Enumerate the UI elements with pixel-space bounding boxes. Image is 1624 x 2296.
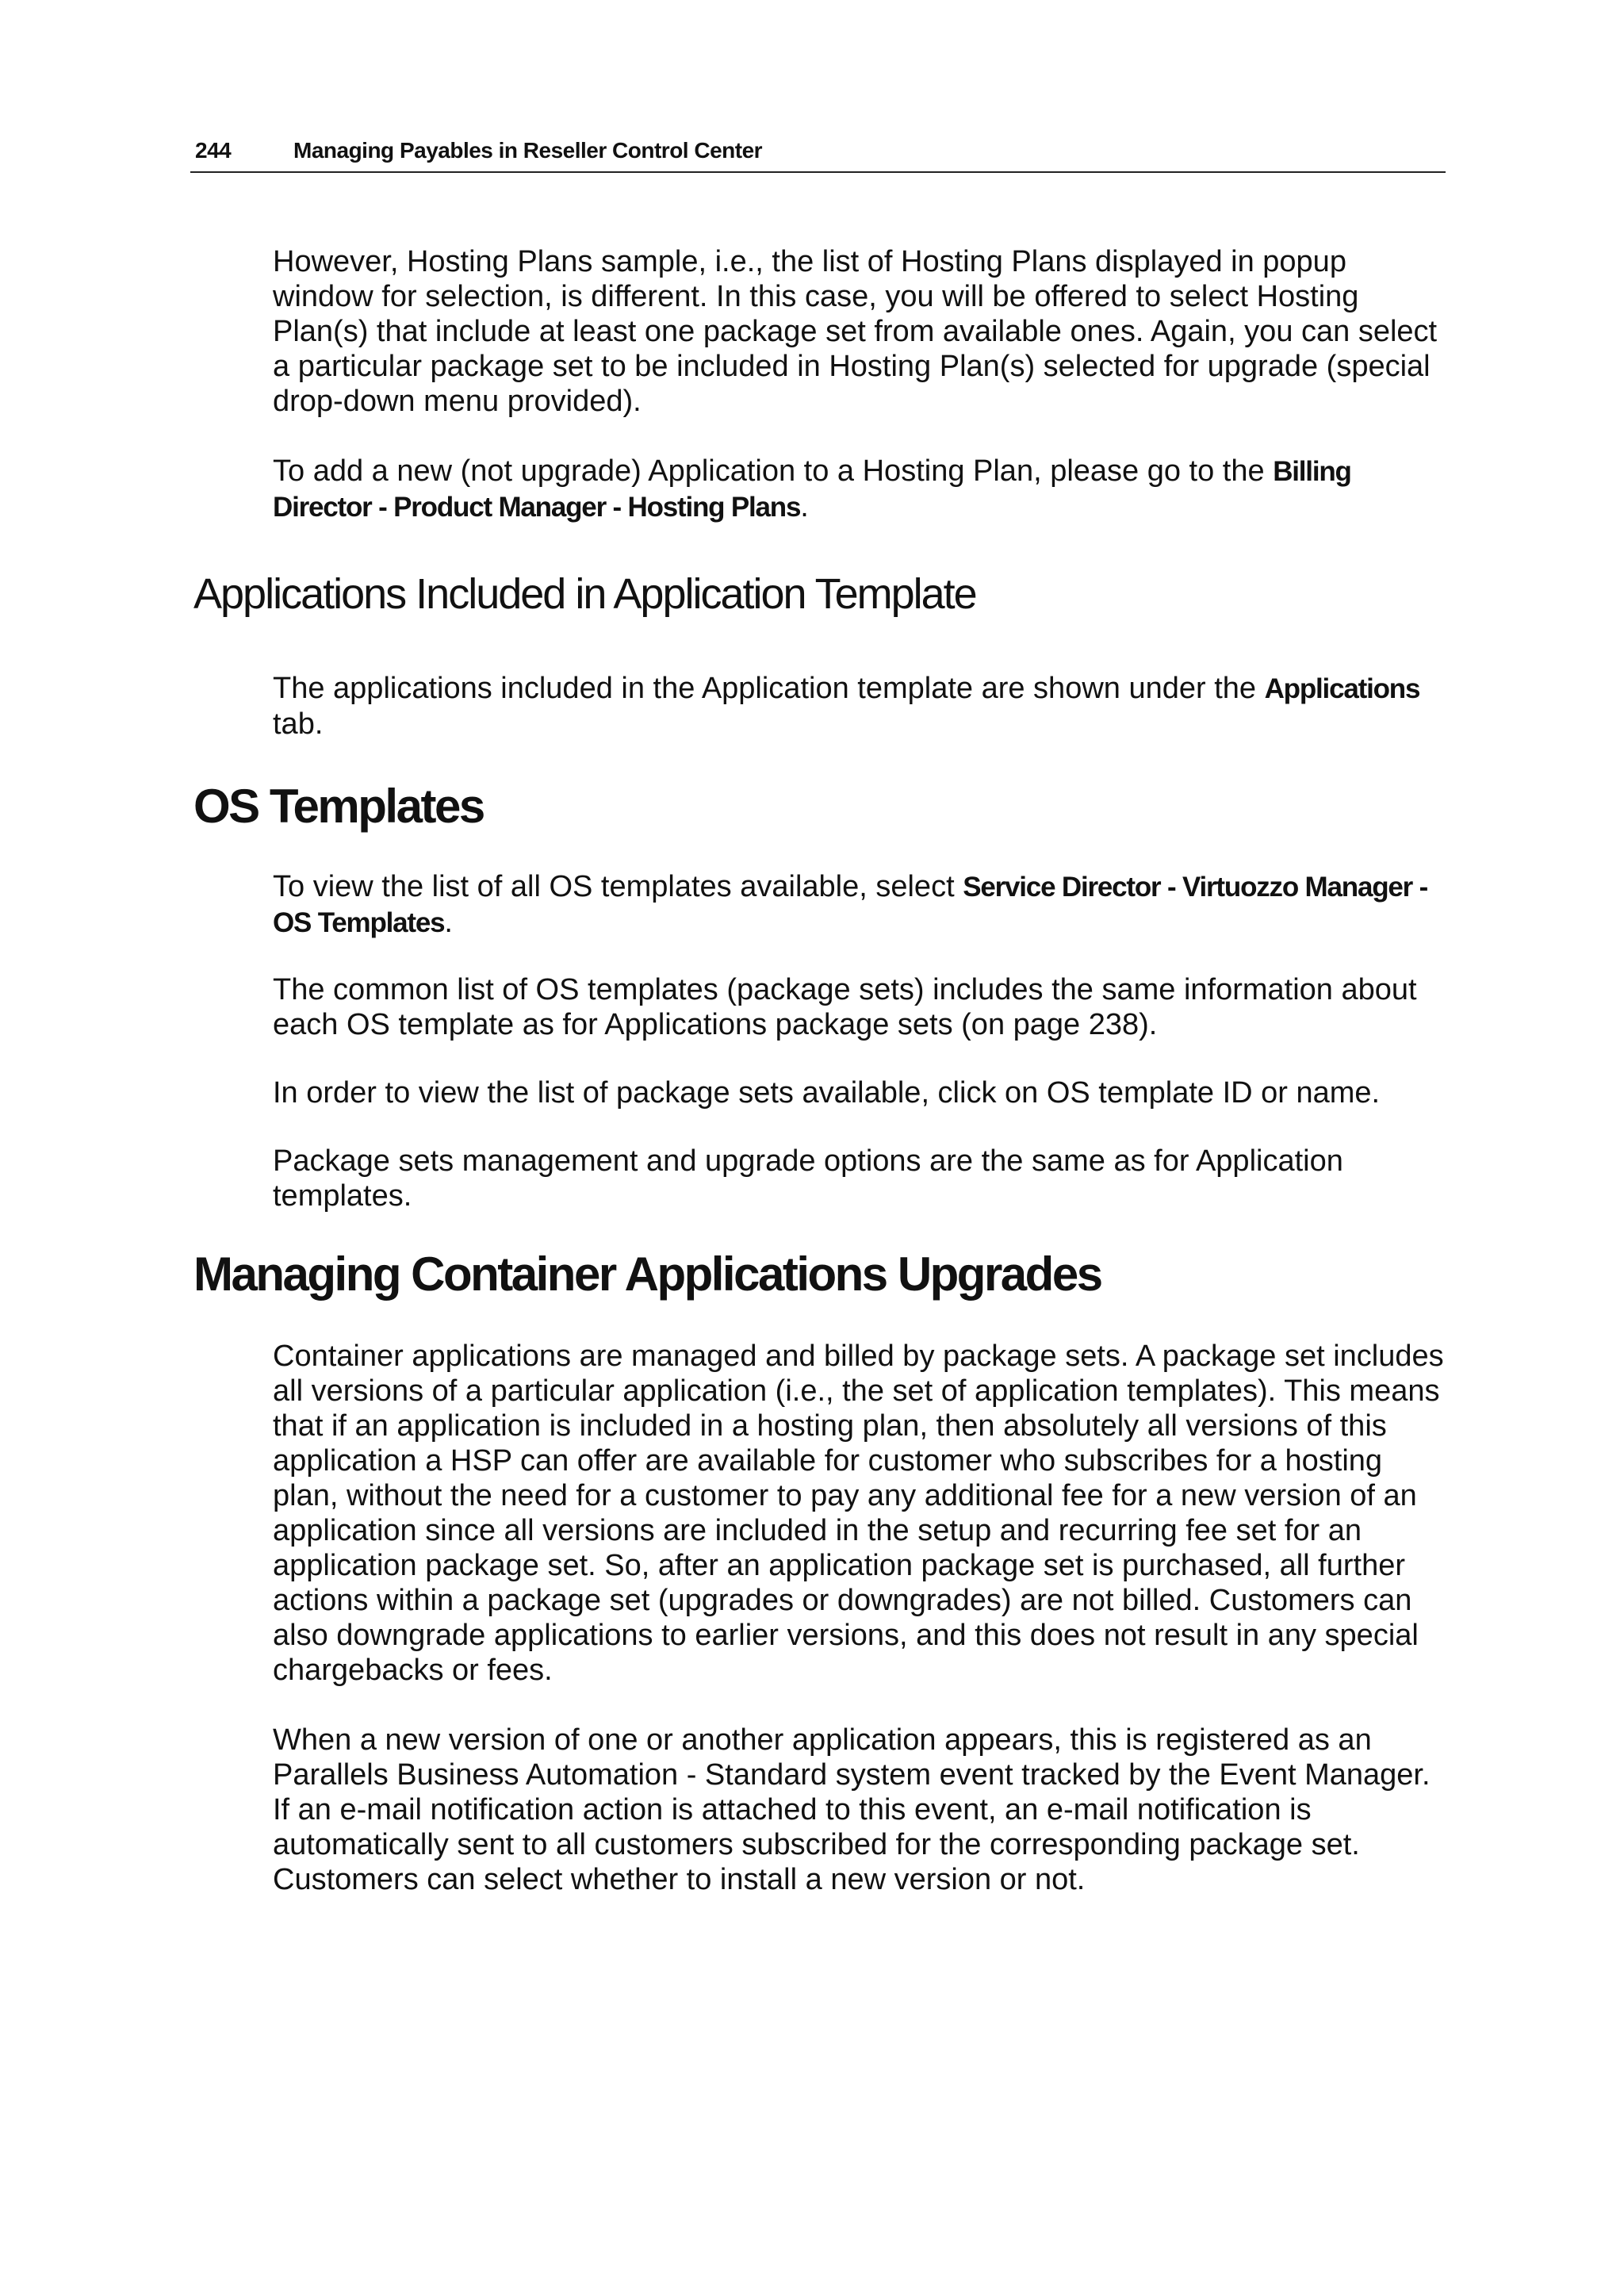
apps-in-template-heading: Applications Included in Application Template (193, 570, 976, 618)
os-templates-management-paragraph: Package sets management and upgrade options are the same as for Application templates. (273, 1144, 1343, 1213)
os-templates-view-paragraph (273, 869, 1446, 941)
add-application-paragraph (273, 454, 1446, 525)
hosting-plans-paragraph: However, Hosting Plans sample, i.e., the list of Hosting Plans displayed in popup window for selection, is different. In this case, you will be offered to select Hosting Plan(s) that include at least one package set from available ones. Again, you can select a particular package set to be included in Hosting Plan(s) selected for upgrade (special drop-down menu provided). (273, 245, 1438, 418)
running-title: Managing Payables in Reseller Control Center (293, 138, 763, 163)
apps-in-template-suffix: tab. (273, 707, 324, 741)
billing-director-path: Billing Director - Product Manager - Hosting Plans (273, 456, 1351, 523)
page-header (190, 135, 1446, 173)
add-application-text: To add a new (not upgrade) Application to a Hosting Plan, please go to the (273, 454, 1274, 488)
os-templates-view-text: To view the list of all OS templates available, select (273, 870, 963, 903)
os-templates-package-sets-paragraph: In order to view the list of package sets available, click on OS template ID or name. (273, 1076, 1381, 1110)
virtuozzo-manager-path: Service Director - Virtuozzo Manager - OS Templates (273, 872, 1428, 938)
container-upgrades-heading: Managing Container Applications Upgrades (193, 1248, 1101, 1301)
os-templates-view-suffix: . (444, 906, 453, 939)
add-application-suffix: . (800, 490, 809, 523)
os-templates-common-list-paragraph: The common list of OS templates (package sets) includes the same information about each OS template as for Applications package sets (on page 238). (273, 973, 1417, 1041)
apps-in-template-text: The applications included in the Application template are shown under the (273, 672, 1265, 705)
apps-in-template-paragraph (273, 671, 1446, 742)
page-number: 244 (195, 138, 232, 163)
os-templates-heading: OS Templates (193, 780, 484, 833)
container-upgrades-paragraph-2: When a new version of one or another application appears, this is registered as an Parallels Business Automation - Standard system event tracked by the Event Manager. If an e-mail notification action is attached to this event, an e-mail notification is automatically sent to all customers subscribed for the corresponding package set. Customers can select whether to install a new version or not. (273, 1723, 1431, 1896)
container-upgrades-paragraph-1: Container applications are managed and billed by package sets. A package set includes all versions of a particular application (i.e., the set of application templates). This means that if an application is included in a hosting plan, then absolutely all versions of this application a HSP can offer are available for customer who subscribes for a hosting plan, without the need for a customer to pay any additional fee for a new version of an application since all versions are included in the setup and recurring fee set for an application package set. So, after an application package set is purchased, all further actions within a package set (upgrades or downgrades) are not billed. Customers can also downgrade applications to earlier versions, and this does not result in any special chargebacks or fees. (273, 1340, 1444, 1687)
applications-tab-name: Applications (1264, 673, 1420, 704)
